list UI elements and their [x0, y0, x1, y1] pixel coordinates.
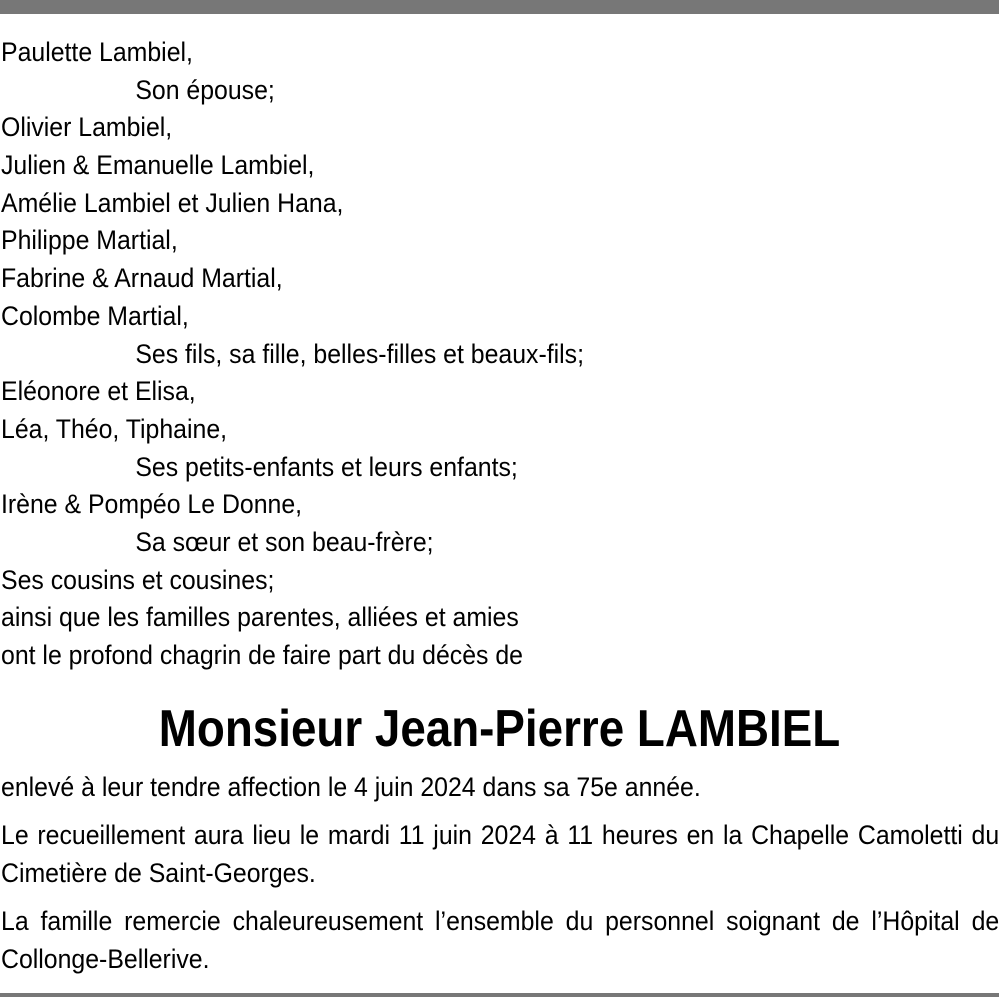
family-line: Philippe Martial,	[1, 225, 178, 256]
top-rule	[0, 0, 999, 14]
family-line: Olivier Lambiel,	[1, 112, 173, 143]
thanks-paragraph: La famille remercie chaleureusement l’ensemble du personnel soignant de l’Hôpital de Collonge-Bellerive.	[1, 906, 999, 974]
family-line: Irène & Pompéo Le Donne,	[1, 489, 303, 520]
family-line: Eléonore et Elisa,	[1, 376, 196, 407]
family-line: Léa, Théo, Tiphaine,	[1, 413, 228, 444]
death-date-paragraph: enlevé à leur tendre affection le 4 juin 2024 dans sa 75e année.	[1, 772, 701, 802]
family-relation-line: Ses petits-enfants et leurs enfants;	[135, 451, 518, 482]
family-relation-line: Son épouse;	[135, 74, 275, 105]
family-line: Ses cousins et cousines;	[1, 564, 275, 595]
family-line: Paulette Lambiel,	[1, 37, 193, 67]
family-list	[1, 34, 996, 675]
deceased-name: Monsieur Jean-Pierre LAMBIEL	[158, 700, 841, 758]
family-line: Colombe Martial,	[1, 300, 189, 331]
announcement-line: ainsi que les familles parentes, alliées et amies	[1, 602, 519, 633]
announcement-line: ont le profond chagrin de faire part du décès de	[1, 640, 523, 670]
ceremony-paragraph: Le recueillement aura lieu le mardi 11 juin 2024 à 11 heures en la Chapelle Camoletti du Cimetière de Saint-Georges.	[1, 820, 999, 888]
family-relation-line: Sa sœur et son beau-frère;	[135, 526, 434, 557]
bottom-rule	[0, 993, 999, 997]
family-line: Julien & Emanuelle Lambiel,	[1, 150, 315, 181]
family-line: Fabrine & Arnaud Martial,	[1, 263, 283, 294]
family-relation-line: Ses fils, sa fille, belles-filles et beaux-fils;	[135, 338, 584, 369]
family-line: Amélie Lambiel et Julien Hana,	[1, 187, 344, 218]
